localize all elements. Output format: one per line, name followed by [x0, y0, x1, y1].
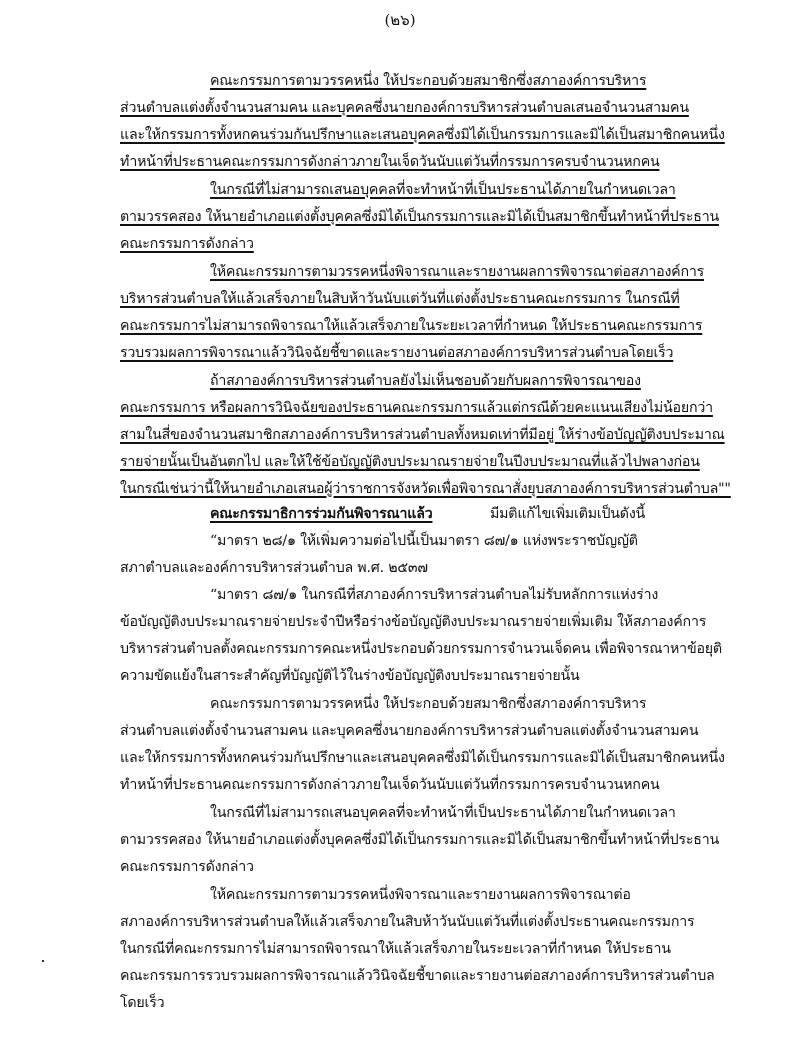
text-line: สภาตำบลและองค์การบริหารส่วนตำบล พ.ศ. ๒๕๓๗ [120, 560, 428, 576]
text-line: ตามวรรคสอง ให้นายอำเภอแต่งตั้งบุคคลซึ่งมิได้เป็นกรรมการและมิได้เป็นสมาชิกขึ้นทำหน้าที่ประธาน [120, 209, 719, 225]
text-line: ส่วนตำบลแต่งตั้งจำนวนสามคน และบุคคลซึ่งนายกองค์การบริหารส่วนตำบลแต่งตั้งจำนวนสามคน [120, 723, 699, 739]
text-line: ให้คณะกรรมการตามวรรคหนึ่งพิจารณาและรายงานผลการพิจารณาต่อ [210, 887, 631, 903]
text-line: และให้กรรมการทั้งหกคนร่วมกันปรึกษาและเสนอบุคคลซึ่งมิได้เป็นกรรมการและมิได้เป็นสมาชิกคนหนึ่ง [120, 750, 725, 766]
text-line: คณะกรรมการตามวรรคหนึ่ง ให้ประกอบด้วยสมาชิกซึ่งสภาองค์การบริหาร [210, 696, 647, 712]
text-line: ในกรณีที่ไม่สามารถเสนอบุคคลที่จะทำหน้าที่เป็นประธานได้ภายในกำหนดเวลา [210, 805, 676, 821]
text-line: โดยเร็ว [120, 995, 165, 1011]
text-line: ในกรณีที่คณะกรรมการไม่สามารถพิจารณาให้แล้วเสร็จภายในระยะเวลาที่กำหนด ให้ประธาน [120, 941, 671, 957]
text-line: ความขัดแย้งในสาระสำคัญที่บัญญัติไว้ในร่างข้อบัญญัติงบประมาณรายจ่ายนั้น [120, 668, 580, 684]
text-line: ในกรณีเช่นว่านี้ให้นายอำเภอเสนอผู้ว่าราชการจังหวัดเพื่อพิจารณาสั่งยุบสภาองค์การบริหารส่วนตำบล"" [120, 481, 731, 497]
text-line: สามในสี่ของจำนวนสมาชิกสภาองค์การบริหารส่วนตำบลทั้งหมดเท่าที่มีอยู่ ให้ร่างข้อบัญญัติงบประมาณ [120, 427, 725, 443]
text-line: ในกรณีที่ไม่สามารถเสนอบุคคลที่จะทำหน้าที่เป็นประธานได้ภายในกำหนดเวลา [210, 182, 676, 198]
text-line: คณะกรรมการดังกล่าว [120, 859, 254, 875]
text-line: ทำหน้าที่ประธานคณะกรรมการดังกล่าวภายในเจ็ดวันนับแต่วันที่กรรมการครบจำนวนหกคน [120, 777, 660, 793]
committee-heading: คณะกรรมาธิการร่วมกันพิจารณาแล้ว [210, 506, 433, 522]
scan-speck [42, 960, 44, 962]
text-line: คณะกรรมการ หรือผลการวินิจฉัยของประธานคณะกรรมการแล้วแต่กรณีด้วยคะแนนเสียงไม่น้อยกว่า [120, 400, 713, 416]
page-number: (๒๖) [384, 11, 416, 29]
text-line: “มาตรา ๘๗/๑ ในกรณีที่สภาองค์การบริหารส่วนตำบลไม่รับหลักการแห่งร่าง [210, 587, 659, 603]
text-line: ข้อบัญญัติงบประมาณรายจ่ายประจำปีหรือร่างข้อบัญญัติงบประมาณรายจ่ายเพิ่มเติม ให้สภาองค์การ [120, 614, 707, 630]
resolution-text: มีมติแก้ไขเพิ่มเติมเป็นดังนี้ [490, 506, 646, 522]
text-line: บริหารส่วนตำบลตั้งคณะกรรมการคณะหนึ่งประกอบด้วยกรรมการจำนวนเจ็ดคน เพื่อพิจารณาหาข้อยุติ [120, 641, 722, 657]
text-line: ตามวรรคสอง ให้นายอำเภอแต่งตั้งบุคคลซึ่งมิได้เป็นกรรมการและมิได้เป็นสมาชิกขึ้นทำหน้าที่ประธาน [120, 832, 719, 848]
text-line: ถ้าสภาองค์การบริหารส่วนตำบลยังไม่เห็นชอบด้วยกับผลการพิจารณาของ [210, 373, 641, 389]
text-line: คณะกรรมการดังกล่าว [120, 236, 254, 252]
text-line: “มาตรา ๒๘/๑ ให้เพิ่มความต่อไปนี้เป็นมาตรา ๘๗/๑ แห่งพระราชบัญญัติ [210, 533, 638, 549]
text-line: บริหารส่วนตำบลให้แล้วเสร็จภายในสิบห้าวันนับแต่วันที่แต่งตั้งประธานคณะกรรมการ ในกรณีที่ [120, 291, 680, 307]
text-line: และให้กรรมการทั้งหกคนร่วมกันปรึกษาและเสนอบุคคลซึ่งมิได้เป็นกรรมการและมิได้เป็นสมาชิกคนหนึ่ง [120, 127, 725, 143]
text-line: ให้คณะกรรมการตามวรรคหนึ่งพิจารณาและรายงานผลการพิจารณาต่อสภาองค์การ [210, 264, 705, 280]
text-line: คณะกรรมการไม่สามารถพิจารณาให้แล้วเสร็จภายในระยะเวลาที่กำหนด ให้ประธานคณะกรรมการ [120, 318, 703, 334]
text-line: คณะกรรมการตามวรรคหนึ่ง ให้ประกอบด้วยสมาชิกซึ่งสภาองค์การบริหาร [210, 73, 647, 89]
text-line: ทำหน้าที่ประธานคณะกรรมการดังกล่าวภายในเจ็ดวันนับแต่วันที่กรรมการครบจำนวนหกคน [120, 154, 660, 170]
text-line: รวบรวมผลการพิจารณาแล้ววินิจฉัยชี้ขาดและรายงานต่อสภาองค์การบริหารส่วนตำบลโดยเร็ว [120, 345, 674, 361]
text-line: รายจ่ายนั้นเป็นอันตกไป และให้ใช้ข้อบัญญัติงบประมาณรายจ่ายในปีงบประมาณที่แล้วไปพลางก่อน [120, 454, 700, 470]
text-line: คณะกรรมการรวบรวมผลการพิจารณาแล้ววินิจฉัยชี้ขาดและรายงานต่อสภาองค์การบริหารส่วนตำบล [120, 968, 715, 984]
text-line: ส่วนตำบลแต่งตั้งจำนวนสามคน และบุคคลซึ่งนายกองค์การบริหารส่วนตำบลเสนอจำนวนสามคน [120, 100, 689, 116]
text-line: สภาองค์การบริหารส่วนตำบลให้แล้วเสร็จภายในสิบห้าวันนับแต่วันที่แต่งตั้งประธานคณะกรรมการ [120, 914, 695, 930]
